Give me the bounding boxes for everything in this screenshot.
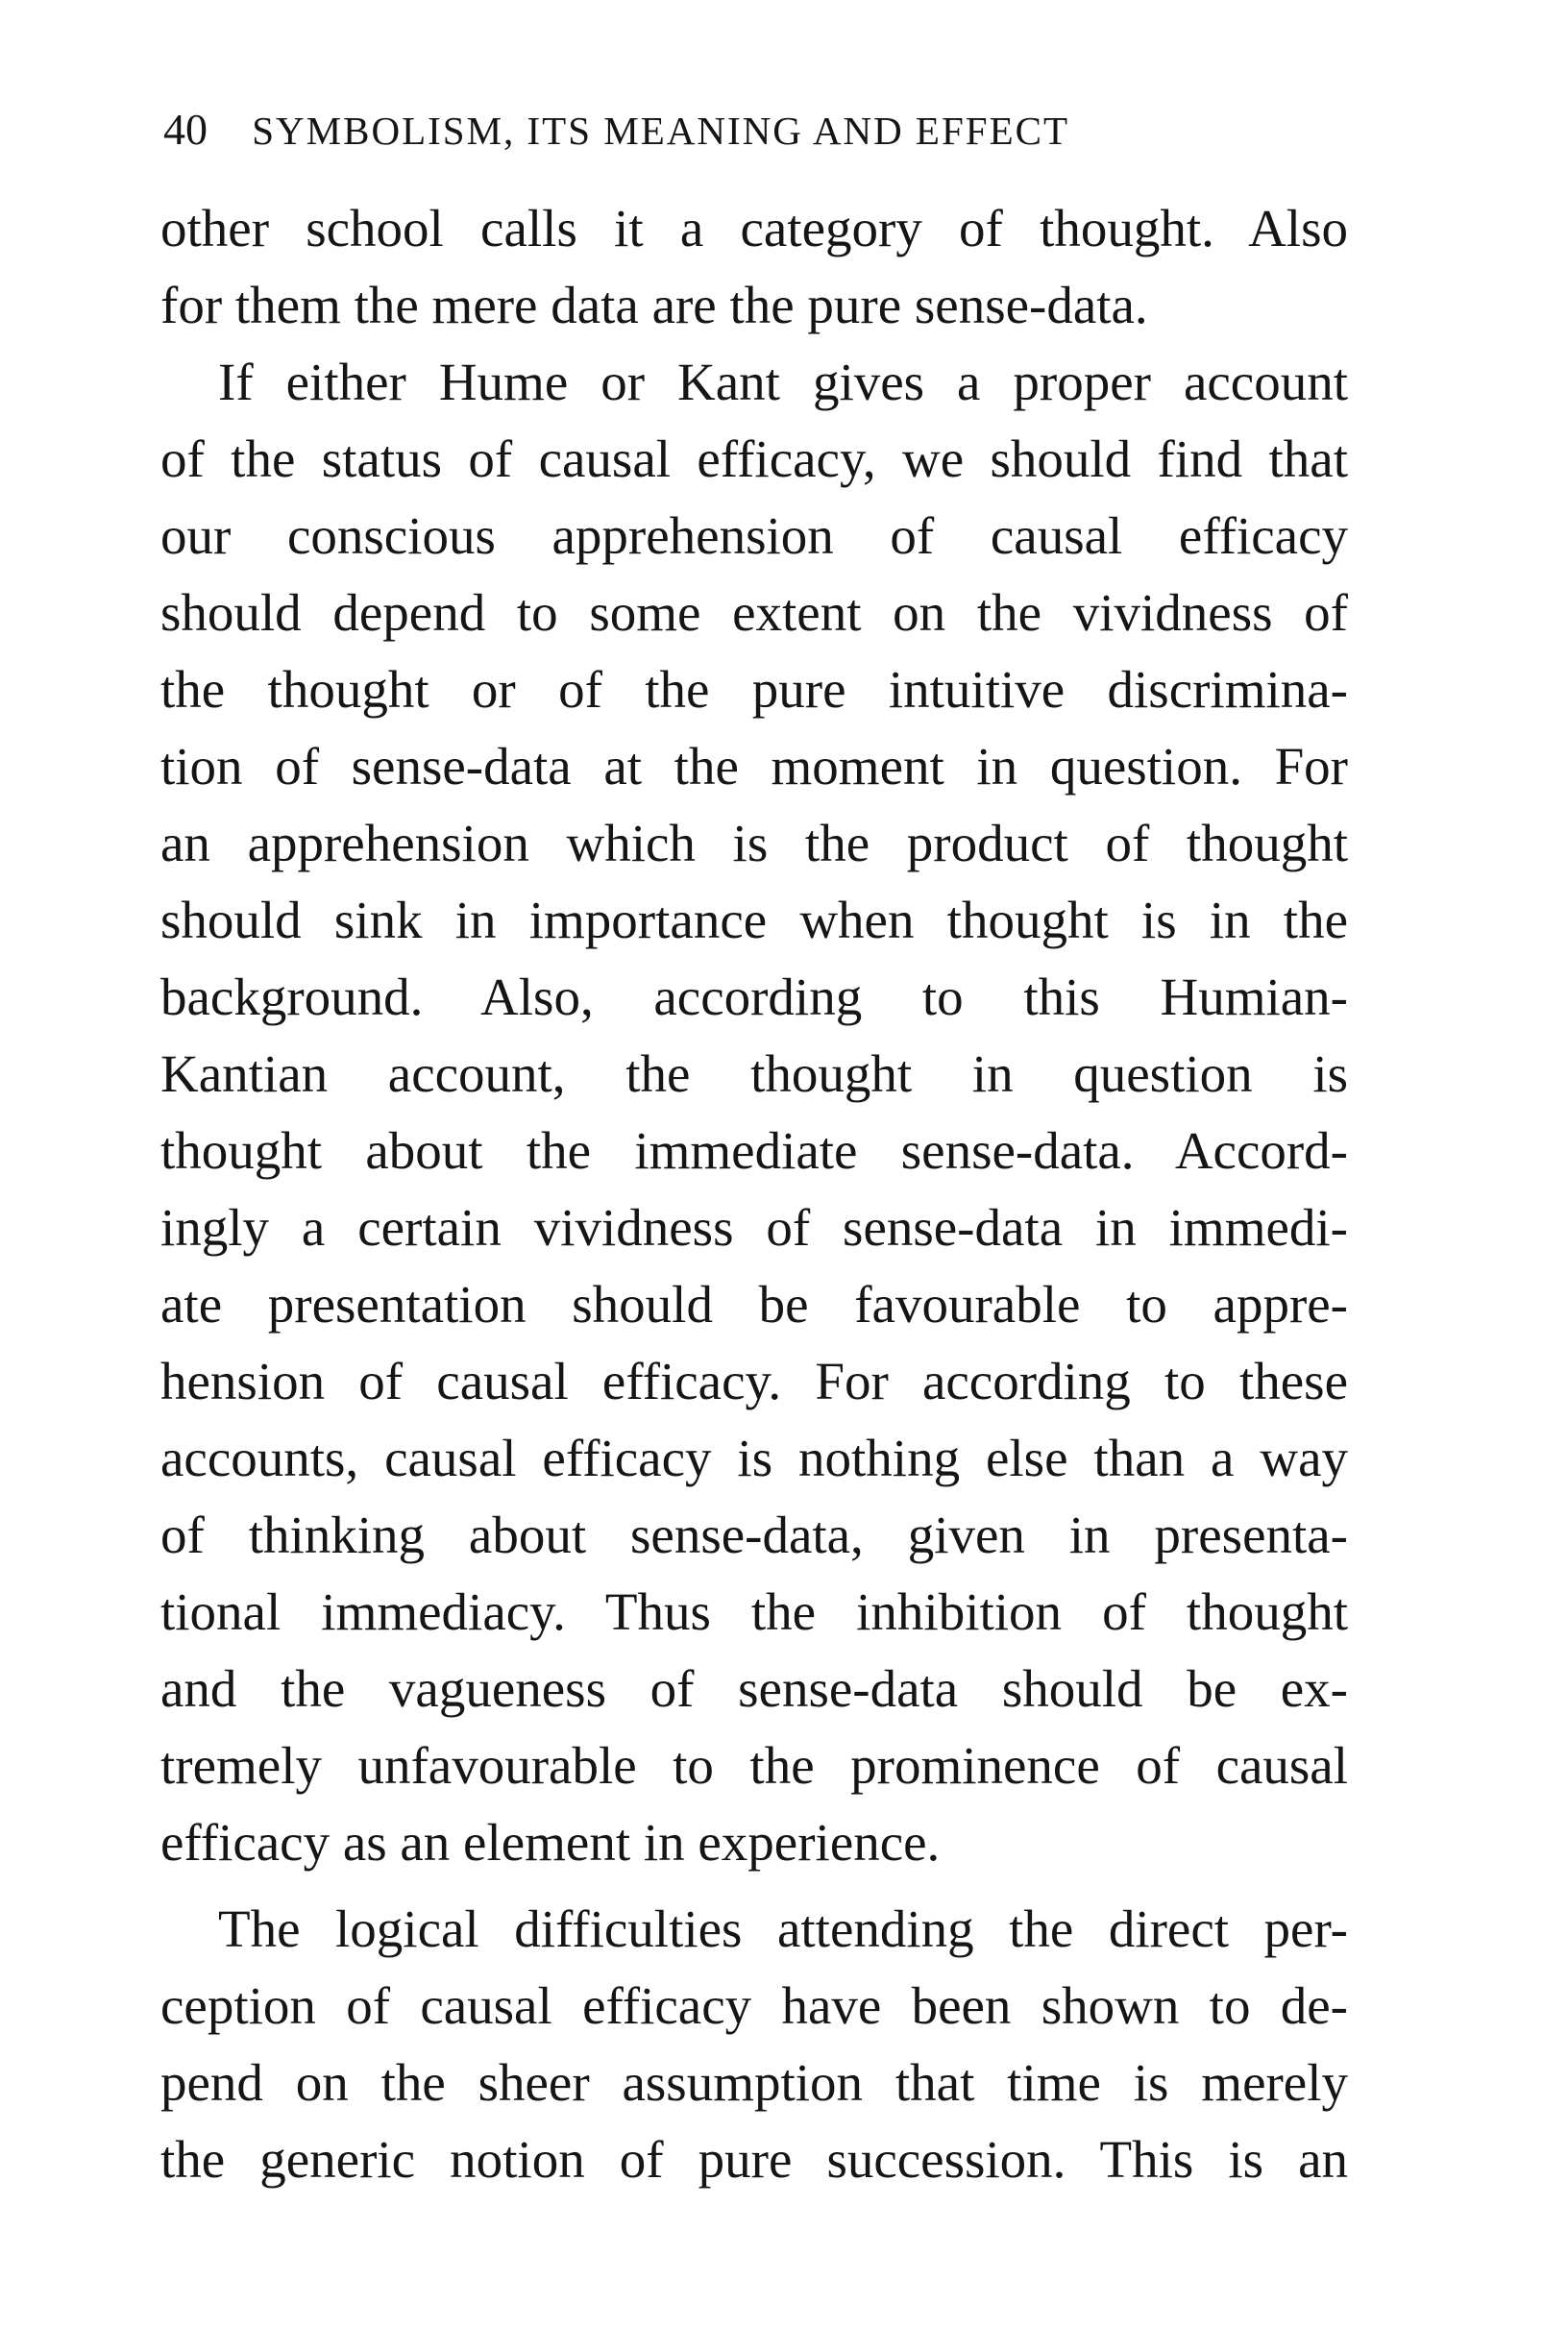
text-line: efficacy as an element in experience. (160, 1813, 941, 1872)
text-line: accounts, causal efficacy is nothing else than a way (160, 1429, 1348, 1487)
text-line: our conscious apprehension of causal efficacy (160, 506, 1348, 565)
text-line: tional immediacy. Thus the inhibition of thought (160, 1582, 1348, 1641)
text-line: Kantian account, the thought in question is (160, 1044, 1348, 1103)
text-line: background. Also, according to this Humian- (160, 968, 1348, 1026)
text-line: ate presentation should be favourable to appre- (160, 1275, 1348, 1334)
text-line: the generic notion of pure succession. This is an (160, 2130, 1348, 2189)
text-line: tremely unfavourable to the prominence of causal (160, 1736, 1348, 1795)
text-line: ingly a certain vividness of sense-data in immedi- (160, 1198, 1348, 1257)
text-line: should sink in importance when thought is in the (160, 891, 1348, 949)
paragraph-first-line: The logical difficulties attending the direct per- (218, 1899, 1348, 1958)
text-line: other school calls it a category of thought. Also (160, 199, 1348, 257)
text-line: an apprehension which is the product of thought (160, 814, 1348, 872)
paragraph-first-line: If either Hume or Kant gives a proper account (218, 353, 1348, 411)
text-line: of thinking about sense-data, given in presenta- (160, 1506, 1348, 1564)
page-number: 40 (163, 105, 208, 154)
text-line: hension of causal efficacy. For according to these (160, 1352, 1348, 1410)
text-line: pend on the sheer assumption that time is merely (160, 2053, 1348, 2112)
text-line: tion of sense-data at the moment in question. For (160, 737, 1348, 796)
text-line: for them the mere data are the pure sense-data. (160, 276, 1148, 334)
running-head (163, 104, 1355, 161)
running-head-title: SYMBOLISM, ITS MEANING AND EFFECT (252, 109, 1070, 153)
text-line: thought about the immediate sense-data. Accord- (160, 1121, 1348, 1180)
text-line: the thought or of the pure intuitive discrimina- (160, 660, 1348, 719)
text-line: of the status of causal efficacy, we should find that (160, 429, 1348, 488)
body-text (160, 190, 1348, 2198)
text-line: ception of causal efficacy have been shown to de- (160, 1976, 1348, 2035)
text-line: and the vagueness of sense-data should be ex- (160, 1659, 1348, 1718)
text-line: should depend to some extent on the vividness of (160, 583, 1348, 642)
